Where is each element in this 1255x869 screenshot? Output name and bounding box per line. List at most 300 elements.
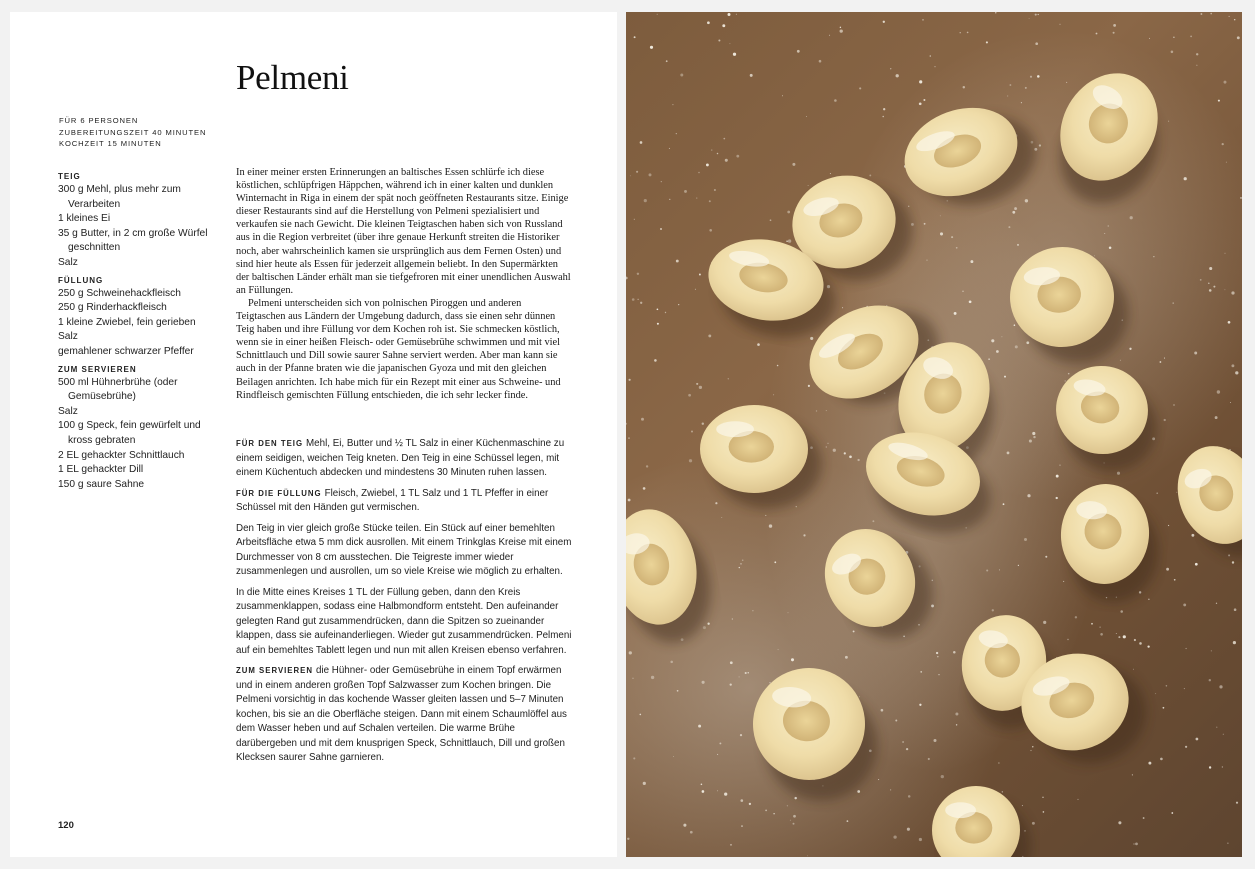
flour-speck [1035, 14, 1037, 16]
flour-speck [702, 681, 705, 684]
flour-speck [1213, 286, 1215, 288]
flour-speck [777, 365, 779, 367]
flour-speck [730, 683, 732, 685]
flour-speck [632, 678, 633, 679]
flour-speck [1148, 762, 1151, 765]
flour-speck [684, 190, 687, 193]
ingredient-item: Salz [58, 405, 78, 417]
method-lead: FÜR DEN TEIG [236, 439, 304, 448]
flour-speck [890, 789, 891, 790]
flour-speck [954, 312, 957, 315]
flour-speck [845, 656, 848, 659]
flour-speck [730, 844, 732, 846]
flour-speck [1209, 267, 1212, 270]
ingredient-heading: FÜLLUNG [58, 275, 104, 285]
flour-speck [1224, 81, 1227, 84]
flour-speck [1166, 685, 1168, 687]
flour-speck [696, 383, 698, 385]
flour-speck [1045, 556, 1047, 558]
flour-speck [1185, 746, 1187, 748]
flour-speck [628, 379, 630, 381]
flour-speck [1002, 791, 1003, 792]
prep-time: ZUBEREITUNGSZEIT 40 MINUTEN [59, 127, 207, 137]
flour-speck [630, 175, 631, 176]
flour-speck [1134, 639, 1136, 641]
flour-speck [881, 709, 884, 712]
method-steps [236, 437, 572, 772]
flour-speck [803, 534, 805, 536]
flour-speck [1233, 641, 1236, 644]
flour-speck [1129, 348, 1131, 350]
ingredient-item: 35 g Butter, in 2 cm große Würfel geschnitten [58, 227, 208, 254]
flour-speck [699, 386, 702, 389]
flour-speck [933, 739, 936, 742]
flour-speck [717, 754, 718, 755]
flour-speck [665, 312, 666, 313]
flour-speck [641, 418, 644, 421]
flour-speck [702, 423, 704, 425]
flour-speck [1160, 758, 1163, 761]
flour-speck [752, 610, 753, 611]
flour-speck [878, 779, 879, 780]
flour-speck [646, 465, 648, 467]
flour-speck [728, 13, 731, 16]
flour-speck [701, 784, 703, 786]
flour-speck [1148, 599, 1149, 600]
flour-speck [806, 116, 807, 117]
method-lead: FÜR DIE FÜLLUNG [236, 488, 322, 498]
flour-speck [986, 41, 988, 43]
flour-speck [627, 838, 629, 840]
flour-speck [920, 671, 922, 673]
flour-speck [1063, 581, 1064, 582]
flour-speck [924, 223, 926, 225]
ingredient-item: gemahlener schwarzer Pfeffer [58, 345, 194, 357]
flour-speck [1208, 282, 1210, 284]
flour-speck [703, 626, 706, 629]
flour-speck [770, 219, 772, 221]
flour-speck [1001, 336, 1002, 337]
flour-speck [1096, 33, 1098, 35]
flour-speck [922, 19, 923, 20]
flour-speck [757, 343, 760, 346]
flour-speck [940, 215, 941, 216]
flour-speck [678, 304, 679, 305]
flour-speck [991, 339, 994, 342]
flour-speck [1113, 32, 1115, 34]
ingredient-item: 300 g Mehl, plus mehr zum Verarbeiten [58, 184, 181, 210]
flour-speck [1026, 341, 1029, 344]
flour-speck [707, 623, 709, 625]
flour-speck [673, 756, 674, 757]
flour-speck [938, 674, 939, 675]
flour-speck [736, 155, 739, 158]
flour-speck [733, 53, 736, 56]
ingredient-item: 250 g Rinderhackfleisch [58, 302, 167, 314]
flour-speck [996, 350, 999, 353]
flour-speck [1003, 503, 1005, 505]
flour-speck [1200, 13, 1202, 15]
flour-speck [748, 672, 749, 673]
method-paragraph: FÜR DEN TEIG Mehl, Ei, Butter und ½ TL Salz in einer Küchenmaschine zu einem seidigen, weichen Teig kneten. Den Teig in eine Schüssel legen, mit einem Küchentuch abdecken und mindestens 30 Minuten ruhen lassen. [236, 438, 565, 478]
flour-speck [859, 87, 861, 89]
flour-speck [650, 46, 653, 49]
intro-paragraph: In einer meiner ersten Erinnerungen an baltisches Essen schlürfe ich diese köstlichen, schlüpfrigen Häppchen, während ich in einer kalten und dunklen Winternacht in Riga in einem der spät noch geöffneten Restaurants sitze. Einige dieser Restaurants sind auf die Herstellung von Pelmeni spezialisiert und verkaufen sie nach Gewicht. Die kleinen Teigtaschen haben sich von Russland aus in die Region verbreitet (über ihre genaue Herkunft streiten die Historiker noch, aber wahrscheinlich kamen sie ursprünglich aus dem Fernen Osten) und sind hier heute als Essen für jederzeit allgemein beliebt. In den Supermärkten der baltischen Länder erhält man sie tiefgefroren mit einer unendlichen Auswahl an Füllungen. [236, 167, 571, 296]
flour-speck [1143, 817, 1145, 819]
flour-speck [1139, 642, 1142, 645]
flour-speck [729, 43, 730, 44]
flour-speck [782, 95, 783, 96]
flour-speck [1059, 24, 1060, 25]
flour-speck [1236, 802, 1238, 804]
flour-speck [1168, 121, 1169, 122]
flour-speck [853, 630, 855, 632]
ingredient-list [58, 170, 208, 492]
flour-speck [1027, 494, 1030, 497]
flour-speck [680, 74, 683, 77]
flour-speck [708, 334, 711, 337]
flour-speck [1237, 36, 1240, 39]
flour-speck [717, 790, 718, 791]
flour-speck [1227, 842, 1228, 843]
flour-speck [1234, 19, 1235, 20]
flour-speck [906, 748, 908, 750]
method-lead: ZUM SERVIEREN [236, 666, 313, 675]
flour-speck [1030, 750, 1031, 751]
intro-paragraph: Pelmeni unterscheiden sich von polnischen Piroggen und anderen Teigtaschen aus Ländern der Umgebung dadurch, dass sie einen sehr dünnen Teig haben und ihre Füllung vor dem Kochen roh ist. Sie schmecken köstlich, wenn sie in einer heißen Fleisch- oder Gemüsebrühe schwimmen und mit viel Schnittlauch und Dill sowie saurer Sahne serviert werden. Aber man kann sie auch in der Pfanne braten wie die japanischen Gyoza und mit den gleichen Beilagen anrichten. Ich habe mich für ein Rezept mit einer aus Schweine- und Rindfleisch gemischten Füllung entschieden, die ich sehr lecker finde. [236, 297, 561, 401]
flour-speck [736, 14, 737, 15]
flour-speck [1009, 84, 1011, 86]
flour-speck [709, 200, 711, 202]
flour-speck [651, 676, 654, 679]
flour-speck [739, 676, 740, 677]
flour-speck [992, 609, 994, 611]
flour-speck [728, 378, 729, 379]
flour-speck [719, 742, 721, 744]
flour-speck [819, 60, 822, 63]
flour-speck [732, 618, 733, 619]
flour-speck [808, 385, 810, 387]
flour-speck [1235, 371, 1238, 374]
flour-speck [828, 443, 829, 444]
flour-speck [882, 116, 884, 118]
flour-speck [672, 104, 673, 105]
cook-time: KOCHZEIT 15 MINUTEN [59, 139, 162, 148]
flour-speck [1007, 95, 1008, 96]
flour-speck [1029, 18, 1030, 19]
flour-speck [749, 803, 751, 805]
flour-speck [807, 855, 808, 856]
flour-speck [640, 302, 642, 304]
flour-speck [927, 260, 928, 261]
flour-speck [1078, 799, 1079, 800]
flour-speck [1037, 75, 1040, 78]
flour-speck [654, 359, 657, 362]
dumpling [1164, 431, 1242, 572]
flour-speck [857, 459, 859, 461]
page-number: 120 [58, 820, 74, 831]
flour-speck [1209, 289, 1212, 292]
flour-speck [1186, 648, 1187, 649]
flour-speck [1184, 688, 1185, 689]
flour-speck [1229, 16, 1230, 17]
flour-speck [740, 734, 742, 736]
flour-speck [632, 298, 635, 301]
ingredient-item: 2 EL gehackter Schnittlauch [58, 449, 185, 461]
flour-speck [683, 824, 686, 827]
flour-speck [1211, 650, 1212, 651]
flour-speck [676, 260, 679, 263]
flour-speck [963, 86, 965, 88]
flour-speck [1017, 244, 1019, 246]
flour-speck [1160, 361, 1162, 363]
flour-speck [739, 567, 740, 568]
flour-speck [1043, 811, 1045, 813]
flour-speck [1014, 324, 1016, 326]
flour-speck [1231, 291, 1234, 294]
flour-speck [1030, 76, 1032, 78]
flour-speck [1200, 279, 1202, 281]
recipe-meta [59, 115, 206, 150]
method-paragraph: Den Teig in vier gleich große Stücke teilen. Ein Stück auf einer bemehlten Arbeitsfläche etwa 5 mm dick ausrollen. Mit einem Trinkglas Kreise mit einem Durchmesser von 8 cm ausstechen. Die Teigreste immer wieder zusammenlegen und ausrollen, um so viele Kreise wie möglich zu erhalten. [236, 522, 572, 577]
flour-speck [722, 24, 725, 27]
flour-speck [1195, 563, 1198, 566]
flour-speck [677, 690, 679, 692]
ingredient-heading: ZUM SERVIEREN [58, 364, 137, 374]
flour-speck [676, 133, 677, 134]
flour-speck [1007, 452, 1010, 455]
flour-speck [745, 672, 747, 674]
flour-speck [714, 189, 716, 191]
dumpling [700, 405, 822, 508]
flour-speck [1215, 416, 1218, 419]
flour-speck [955, 713, 958, 716]
flour-speck [797, 50, 800, 53]
flour-speck [840, 29, 843, 32]
flour-speck [711, 150, 712, 151]
flour-speck [1064, 380, 1065, 381]
flour-speck [1094, 255, 1095, 256]
flour-speck [793, 823, 795, 825]
flour-speck [1042, 797, 1043, 798]
flour-speck [1240, 197, 1242, 199]
flour-speck [649, 173, 652, 176]
flour-speck [1109, 247, 1112, 250]
flour-speck [1104, 233, 1105, 234]
flour-speck [1015, 345, 1018, 348]
flour-speck [1224, 253, 1225, 254]
flour-speck [1135, 843, 1138, 846]
flour-speck [629, 651, 632, 654]
flour-speck [1149, 38, 1150, 39]
flour-speck [893, 835, 896, 838]
ingredient-item: 1 EL gehackter Dill [58, 464, 144, 476]
flour-speck [1216, 727, 1217, 728]
flour-speck [794, 797, 796, 799]
flour-speck [774, 561, 776, 563]
right-page [626, 12, 1242, 857]
flour-speck [718, 39, 720, 41]
flour-speck [787, 211, 790, 214]
flour-speck [1174, 579, 1176, 581]
flour-speck [1033, 436, 1035, 438]
flour-speck [849, 455, 852, 458]
flour-speck [724, 792, 727, 795]
flour-speck [773, 813, 774, 814]
flour-speck [956, 247, 958, 249]
flour-speck [890, 68, 891, 69]
flour-speck [919, 838, 922, 841]
ingredient-item: 500 ml Hühnerbrühe (oder Gemüsebrühe) [58, 376, 178, 403]
flour-speck [644, 199, 647, 202]
flour-speck [919, 704, 921, 706]
flour-speck [626, 277, 628, 280]
flour-speck [956, 724, 957, 725]
flour-speck [962, 291, 963, 292]
flour-speck [1156, 492, 1158, 494]
flour-speck [691, 431, 693, 433]
flour-speck [951, 236, 953, 238]
ingredient-item: 1 kleine Zwiebel, fein gerieben [58, 316, 196, 328]
flour-speck [666, 60, 668, 62]
flour-speck [1018, 565, 1019, 566]
flour-speck [937, 656, 939, 658]
flour-speck [1209, 679, 1211, 681]
flour-speck [689, 459, 692, 462]
flour-speck [1118, 821, 1121, 824]
flour-speck [1164, 358, 1165, 359]
flour-speck [995, 12, 996, 13]
flour-speck [842, 307, 843, 308]
flour-speck [1224, 289, 1225, 290]
ingredient-item: Salz [58, 331, 78, 343]
flour-speck [723, 138, 725, 140]
flour-speck [969, 300, 972, 303]
flour-speck [1025, 87, 1027, 89]
flour-speck [773, 394, 774, 395]
flour-speck [934, 66, 935, 67]
flour-speck [1066, 82, 1067, 83]
dumpling [932, 786, 1031, 857]
flour-speck [1100, 633, 1103, 636]
flour-speck [657, 323, 659, 325]
flour-speck [936, 652, 938, 654]
flour-speck [1164, 419, 1166, 421]
flour-speck [932, 580, 933, 581]
flour-speck [765, 515, 766, 516]
flour-speck [967, 32, 969, 34]
ingredient-heading: TEIG [58, 172, 81, 181]
flour-speck [895, 720, 897, 722]
flour-speck [698, 725, 701, 728]
flour-speck [657, 308, 659, 310]
flour-speck [960, 32, 961, 33]
flour-speck [1223, 734, 1224, 735]
flour-speck [1056, 475, 1059, 478]
flour-speck [883, 21, 885, 23]
flour-speck [834, 99, 837, 102]
flour-speck [1056, 497, 1058, 499]
flour-speck [1068, 373, 1070, 375]
flour-speck [628, 499, 631, 502]
method-paragraph: In die Mitte eines Kreises 1 TL der Füllung geben, dann den Kreis zusammenklappen, sodass eine Halbmondform entsteht. Den aufeinander gelegten Rand gut zusammendrücken, dann die Spitzen so zueinander klappen, dass sie aufeinanderliegen. Wieder gut zusammendrücken. Pelmeni auf ein bemehltes Tablett legen und nun mit allen Kreisen ebenso verfahren. [236, 586, 572, 656]
flour-speck [1196, 65, 1197, 66]
flour-speck [1067, 639, 1068, 640]
flour-speck [778, 649, 779, 650]
flour-speck [638, 299, 639, 300]
flour-speck [902, 741, 904, 743]
flour-speck [792, 163, 795, 166]
flour-speck [669, 148, 670, 149]
flour-speck [808, 185, 809, 186]
flour-speck [628, 437, 630, 439]
flour-speck [769, 524, 772, 527]
flour-speck [830, 173, 831, 174]
flour-speck [1231, 364, 1234, 367]
flour-speck [928, 758, 930, 760]
flour-speck [788, 239, 791, 242]
flour-speck [1194, 352, 1197, 355]
flour-speck [857, 790, 860, 793]
flour-speck [1059, 465, 1060, 466]
flour-speck [847, 820, 849, 822]
flour-speck [999, 569, 1000, 570]
flour-speck [670, 661, 673, 664]
dumpling [1055, 480, 1164, 606]
dumpling [1006, 242, 1133, 369]
flour-speck [634, 219, 635, 220]
flour-speck [1153, 256, 1154, 257]
flour-speck [1043, 621, 1046, 624]
flour-speck [637, 273, 639, 275]
flour-speck [859, 696, 860, 697]
flour-speck [1039, 144, 1041, 146]
flour-speck [1120, 610, 1123, 613]
flour-speck [919, 102, 922, 105]
flour-speck [908, 206, 909, 207]
flour-speck [907, 828, 910, 831]
intro-text [236, 166, 572, 402]
flour-speck [1218, 100, 1220, 102]
flour-speck [1147, 645, 1149, 647]
flour-speck [810, 337, 813, 340]
ingredient-item: 250 g Schweinehackfleisch [58, 287, 181, 299]
flour-speck [1184, 177, 1187, 180]
flour-speck [788, 612, 789, 613]
flour-speck [709, 229, 712, 232]
flour-speck [1210, 13, 1212, 15]
flour-speck [1173, 36, 1175, 38]
flour-speck [796, 506, 797, 507]
flour-speck [1118, 636, 1120, 638]
flour-speck [1183, 603, 1186, 606]
ingredient-item: 100 g Speck, fein gewürfelt und kross gebraten [58, 420, 201, 446]
flour-speck [1117, 472, 1120, 475]
flour-speck [1132, 774, 1133, 775]
flour-speck [626, 423, 627, 425]
flour-speck [1014, 207, 1017, 210]
flour-speck [816, 410, 817, 411]
dumpling [892, 88, 1048, 225]
flour-speck [970, 260, 973, 263]
flour-speck [1196, 53, 1198, 55]
flour-speck [1232, 561, 1234, 563]
flour-speck [1171, 51, 1174, 54]
flour-speck [765, 810, 767, 812]
flour-speck [634, 36, 636, 38]
flour-speck [669, 199, 670, 200]
flour-speck [833, 449, 836, 452]
